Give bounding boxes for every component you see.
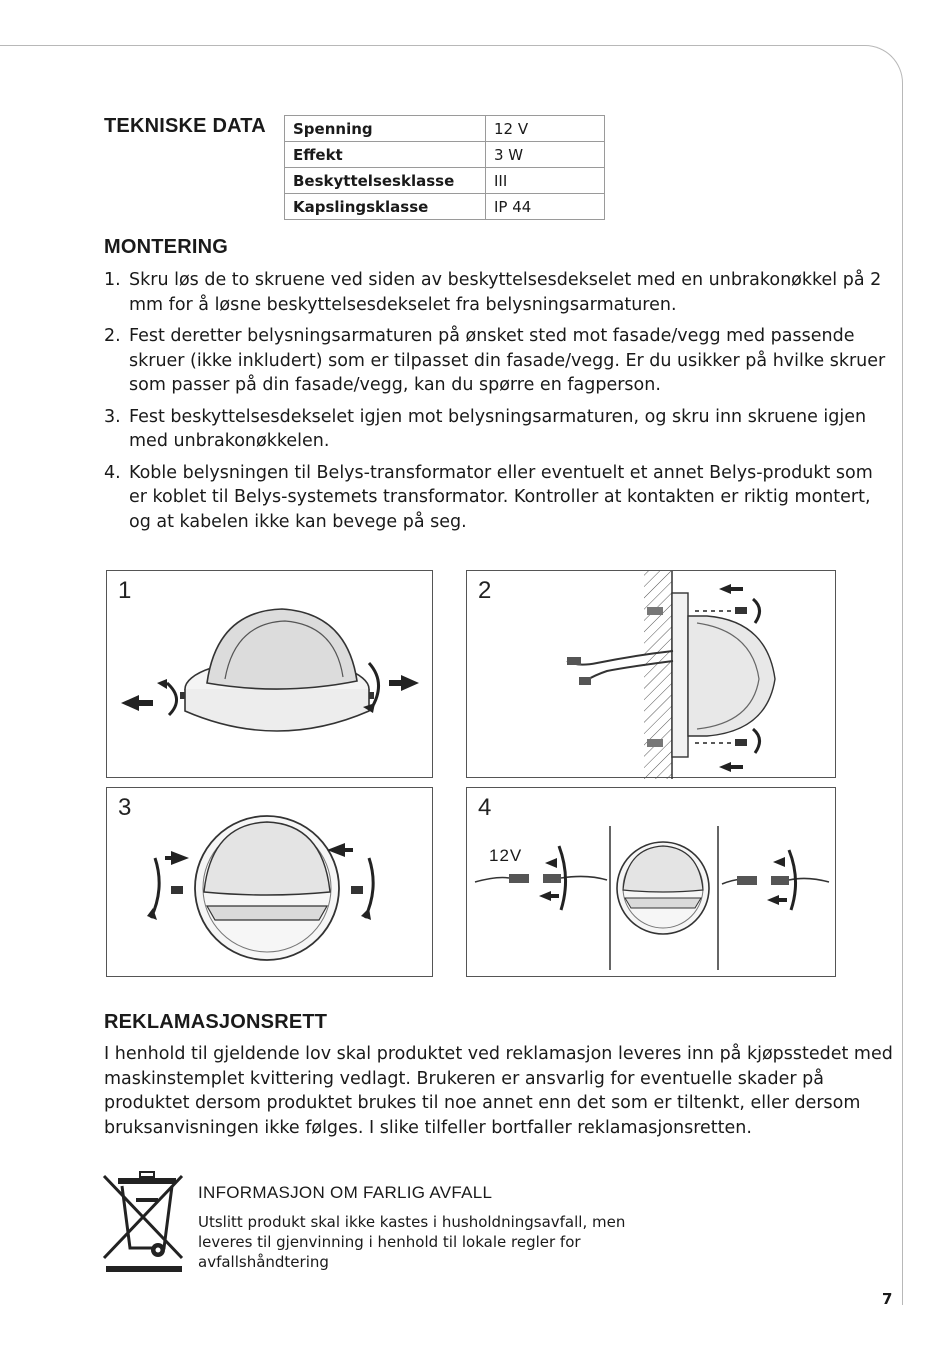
- step-text: Skru løs de to skruene ved siden av beskyttelsesdekselet med en unbrakonøkkel på 2 mm for å løsne beskyttelsesdekselet fra belysningsarmaturen.: [129, 270, 882, 315]
- list-item: [104, 461, 894, 535]
- tech-data-table: [284, 115, 605, 220]
- table-row: [285, 168, 605, 194]
- spec-label: Beskyttelsesklasse: [285, 168, 486, 194]
- step-text: Fest beskyttelsesdekselet igjen mot belysningsarmaturen, og skru inn skruene igjen med unbrakonøkkelen.: [129, 406, 867, 451]
- figure-3-attach-cover: [106, 787, 433, 977]
- spec-label: Kapslingsklasse: [285, 194, 486, 220]
- figure-number: 4: [478, 794, 492, 821]
- spec-value: III: [486, 168, 605, 194]
- crossed-out-bin-icon: [102, 1170, 186, 1274]
- step-text: Koble belysningen til Belys-transformator eller eventuelt et annet Belys-produkt som er koblet til Belys-systemets transformator. Kontroller at kontakten er riktig montert, og at kabelen ikke kan bevege på seg.: [129, 462, 873, 532]
- figure-2-illustration: [467, 571, 837, 779]
- table-row: [285, 142, 605, 168]
- step-text: Fest deretter belysningsarmaturen på ønsket sted mot fasade/vegg med passende skruer (ikke inkludert) som er tilpasset din fasade/vegg. Er du usikker på hvilke skruer som passer på din fasade/vegg, kan du spørre en fagperson.: [129, 326, 886, 395]
- avfall-text: Utslitt produkt skal ikke kastes i husholdningsavfall, men leveres til gjenvinning i henhold til lokale regler for avfallshåndtering: [198, 1213, 626, 1271]
- step-number: 4.: [104, 462, 121, 483]
- spec-label: Spenning: [285, 116, 486, 142]
- figure-number: 1: [118, 577, 132, 604]
- step-number: 3.: [104, 406, 121, 427]
- figure-number: 3: [118, 794, 132, 821]
- figure-1-remove-cover: [106, 570, 433, 778]
- figure-3-illustration: [107, 788, 434, 978]
- figure-number: 2: [478, 577, 492, 604]
- montering-heading: MONTERING: [104, 236, 229, 258]
- reklamasjon-heading: REKLAMASJONSRETT: [104, 1011, 328, 1033]
- step-number: 2.: [104, 326, 121, 346]
- page-number: 7: [882, 1290, 893, 1308]
- figure-2-mount-wall: [466, 570, 836, 778]
- step-number: 1.: [104, 270, 121, 290]
- table-row: [285, 194, 605, 220]
- figure-4-illustration: [467, 788, 837, 978]
- avfall-heading: INFORMASJON OM FARLIG AVFALL: [198, 1183, 493, 1202]
- tech-data-heading: TEKNISKE DATA: [104, 115, 266, 137]
- montering-steps: [104, 268, 894, 541]
- list-item: [104, 268, 894, 317]
- spec-value: IP 44: [486, 194, 605, 220]
- spec-label: Effekt: [285, 142, 486, 168]
- figure-4-connect: [466, 787, 836, 977]
- list-item: [104, 405, 894, 454]
- figure-1-illustration: [107, 571, 434, 779]
- list-item: [104, 324, 894, 398]
- reklamasjon-text: I henhold til gjeldende lov skal produktet ved reklamasjon leveres inn på kjøpsstedet med maskinstemplet kvittering vedlagt. Brukeren er ansvarlig for eventuelle skader på produktet dersom produktet brukes til noe annet enn det som er tiltenkt, eller dersom bruksanvisningen ikke følges. I slike tilfeller bortfaller reklamasjonsretten.: [104, 1044, 893, 1138]
- voltage-label: 12V: [489, 846, 523, 865]
- table-row: [285, 116, 605, 142]
- spec-value: 12 V: [486, 116, 605, 142]
- spec-value: 3 W: [486, 142, 605, 168]
